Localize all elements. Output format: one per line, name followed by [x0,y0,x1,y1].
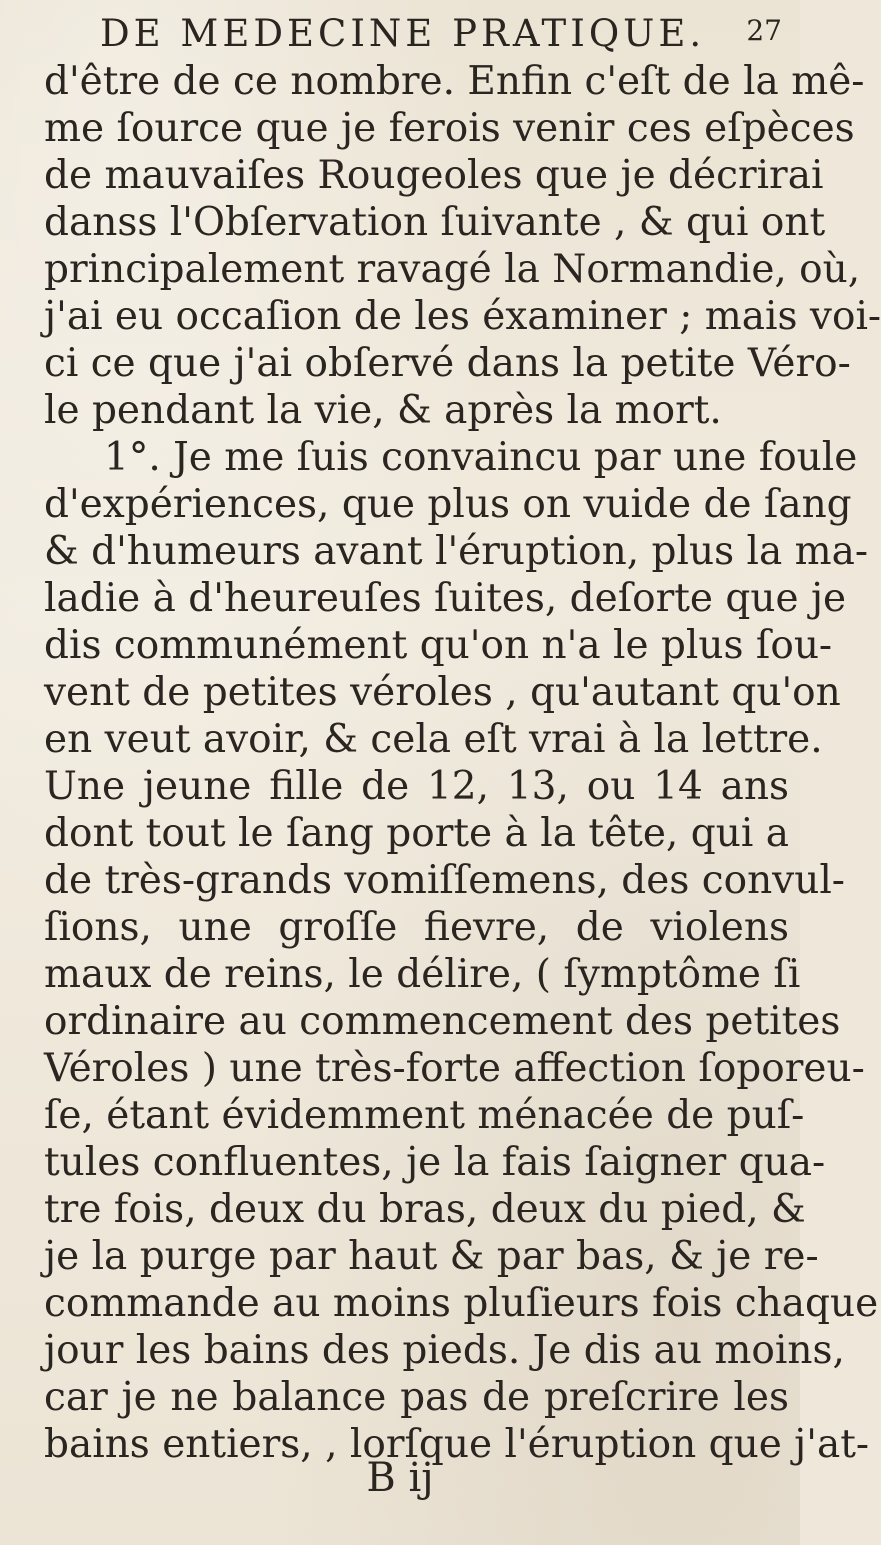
text-line: d'être de ce nombre. Enfin c'eſt de la mê- [44,59,865,104]
text-line: Une jeune fille de 12, 13, ou 14 ans [44,764,789,809]
running-head [0,12,800,55]
text-line: ſe, étant évidemment ménacée de puſ- [44,1093,805,1138]
text-line: ladie à d'heureuſes ſuites, deſorte que je [44,576,847,621]
text-line: danss l'Obſervation ſuivante , & qui ont [44,200,826,245]
text-line: j'ai eu occaſion de les éxaminer ; mais voi- [44,294,881,339]
text-line: maux de reins, le délire, ( ſymptôme ſi [44,952,801,997]
text-line: me ſource que je ferois venir ces eſpèces [44,106,855,151]
text-line: je la purge par haut & par bas, & je re- [44,1234,819,1279]
running-title: DE MEDECINE PRATIQUE. [100,12,706,55]
text-line: 1°. Je me ſuis convaincu par une foule [104,435,858,480]
text-line: ci ce que j'ai obſervé dans la petite Véro- [44,341,851,386]
text-line: de mauvaiſes Rougeoles que je décrirai [44,153,824,198]
text-line: jour les bains des pieds. Je dis au moins, [44,1328,845,1373]
body-text [44,58,881,1468]
text-line: en veut avoir, & cela eſt vrai à la lettre. [44,717,823,762]
text-line: ordinaire au commencement des petites [44,999,841,1044]
text-line: de très-grands vomiſſemens, des convul- [44,858,845,903]
text-line: car je ne balance pas de preſcrire les [44,1375,789,1420]
text-line: dis communément qu'on n'a le plus ſou- [44,623,833,668]
text-line: tules confluentes, je la fais ſaigner qua- [44,1140,826,1185]
text-line: d'expériences, que plus on vuide de ſang [44,482,852,527]
page-number: 27 [746,14,782,47]
text-line: le pendant la vie, & après la mort. [44,388,722,433]
text-line: commande au moins pluſieurs fois chaque [44,1281,879,1326]
text-line: dont tout le ſang porte à la tête, qui a [44,811,789,856]
text-line: bains entiers, , lorſque l'éruption que j'at- [44,1422,870,1467]
text-line: vent de petites véroles , qu'autant qu'on [44,670,841,715]
text-line: & d'humeurs avant l'éruption, plus la ma- [44,529,869,574]
text-line: tre fois, deux du bras, deux du pied, & [44,1187,806,1232]
signature-mark: B ij [366,1455,434,1501]
text-line: ſions, une groſſe fievre, de violens [44,905,789,950]
text-line: principalement ravagé la Normandie, où, [44,247,861,292]
text-line: Véroles ) une très-forte affection ſoporeu- [44,1046,865,1091]
